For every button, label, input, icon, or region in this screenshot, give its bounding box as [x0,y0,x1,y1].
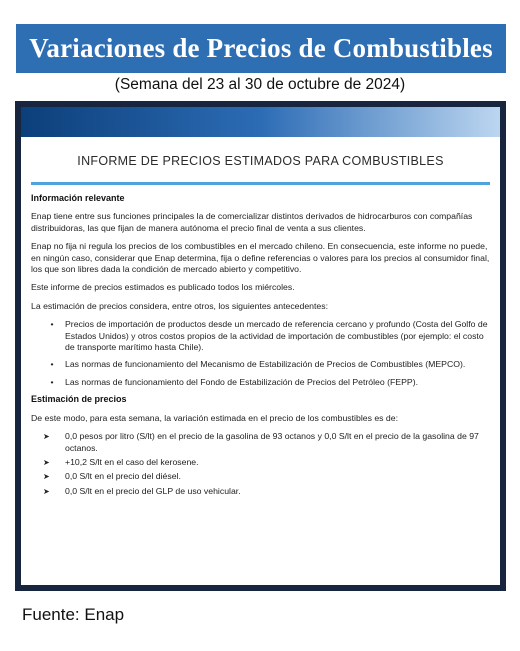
estimate-intro: De este modo, para esta semana, la variación estimada en el precio de los combustibles es de: [31,412,399,423]
document-header-band [21,107,500,137]
arrow-right-icon: ➤ [43,432,50,442]
list-item [31,471,490,482]
list-item-text: 0,0 pesos por litro (S/lt) en el precio de la gasolina de 93 octanos y 0,0 S/lt en el precio de la gasolina de 97 octanos. [65,431,479,453]
paragraph-3: Este informe de precios estimados es publicado todos los miércoles. [31,282,295,293]
week-subtitle: (Semana del 23 al 30 de octubre de 2024) [114,76,406,93]
arrow-right-icon: ➤ [43,472,50,482]
bullet-dot-icon: • [50,359,54,370]
arrow-right-icon: ➤ [43,486,50,496]
bullet-dot-icon: • [50,376,54,387]
list-item [31,319,490,353]
paragraph-1: Enap tiene entre sus funciones principales la de comercializar distintos derivados de hidrocarburos con compañías distribuidoras, las que fijan de manera autónoma el precio final de venta a sus clientes. [31,211,473,233]
list-item-text: 0,0 S/lt en el precio del diésel. [65,471,181,482]
paragraph-4: La estimación de precios considera, entre otros, los siguientes antecedentes: [31,300,328,311]
list-item-text: Las normas de funcionamiento del Fondo de Estabilización de Precios del Petróleo (FEPP). [65,376,419,387]
antecedents-list [31,319,490,388]
document-body [21,185,500,497]
bullet-dot-icon: • [50,319,54,330]
list-item [31,377,490,388]
document-title: INFORME DE PRECIOS ESTIMADOS PARA COMBUSTIBLES [77,154,444,168]
source-caption: Fuente: Enap [22,605,125,624]
list-item-text: 0,0 S/lt en el precio del GLP de uso vehicular. [65,485,241,496]
list-item-text: +10,2 S/lt en el caso del kerosene. [65,456,199,467]
list-item [31,359,490,370]
list-item-text: Precios de importación de productos desde un mercado de referencia cercano y profundo (Costa del Golfo de Estados Unidos) y otros costos propios de la actividad de importación de combustibles (por ejemplo: el costo de transporte marítimo hasta Chile). [65,319,488,353]
main-title-banner [16,24,506,73]
report-document [21,107,500,585]
list-item [31,431,490,454]
arrow-right-icon: ➤ [43,457,50,467]
section-heading-price-estimate: Estimación de precios [31,394,127,405]
section-heading-relevant-info: Información relevante [31,193,125,203]
paragraph-2: Enap no fija ni regula los precios de los combustibles en el mercado chileno. En consecuencia, este informe no puede, en ningún caso, considerar que Enap determina, fija o define referencias o valores para los precios al consumidor final, los que son libres dada la condición de mercado abierto y competitivo. [31,241,490,275]
report-frame [15,101,506,591]
list-item [31,457,490,468]
list-item [31,486,490,497]
main-title: Variaciones de Precios de Combustibles [29,33,493,63]
price-variation-list [31,431,490,497]
list-item-text: Las normas de funcionamiento del Mecanismo de Estabilización de Precios de Combustibles (MEPCO). [65,359,466,370]
